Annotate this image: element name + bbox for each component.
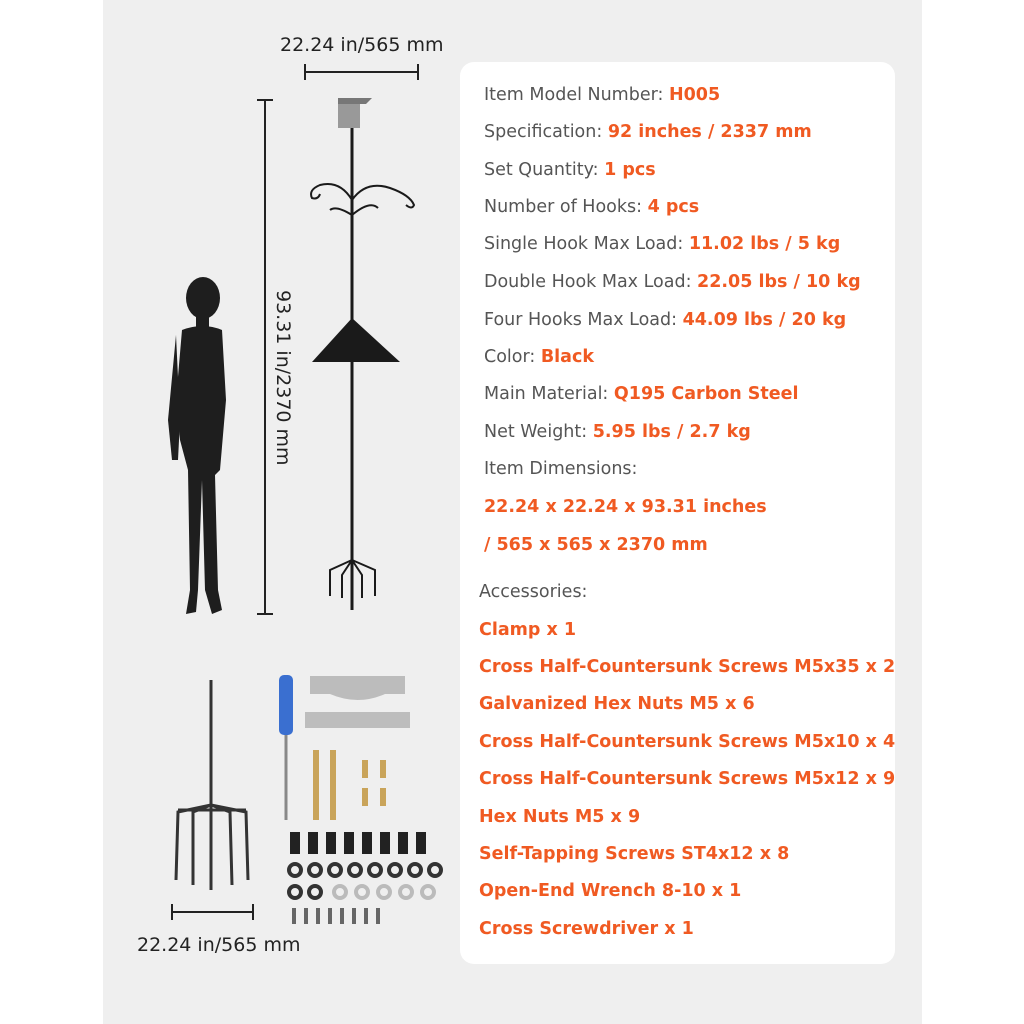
- wrench: [305, 712, 410, 728]
- hardware-grid: [289, 832, 441, 924]
- top-width-label: 22.24 in/565 mm: [280, 34, 444, 56]
- baffle-cone: [312, 318, 400, 362]
- spec-quantity: Set Quantity: 1 pcs: [484, 160, 656, 180]
- accessory-item: Cross Half-Countersunk Screws M5x10 x 4: [479, 732, 896, 752]
- spec-specification: Specification: 92 inches / 2337 mm: [484, 122, 812, 142]
- height-dimension-line: [257, 100, 273, 614]
- screwdriver: [279, 675, 293, 820]
- spec-four-load: Four Hooks Max Load: 44.09 lbs / 20 kg: [484, 310, 847, 330]
- accessory-item: Cross Half-Countersunk Screws M5x35 x 2: [479, 657, 896, 677]
- accessory-item: Cross Screwdriver x 1: [479, 919, 694, 939]
- accessories-label: Accessories:: [479, 582, 588, 602]
- top-dimension-line: [305, 64, 418, 80]
- spec-color: Color: Black: [484, 347, 595, 367]
- human-silhouette: [168, 277, 226, 614]
- spec-dimensions-line2: / 565 x 565 x 2370 mm: [484, 535, 708, 555]
- base-width-label: 22.24 in/565 mm: [137, 934, 301, 956]
- accessory-item: Cross Half-Countersunk Screws M5x12 x 9: [479, 769, 896, 789]
- accessory-item: Galvanized Hex Nuts M5 x 6: [479, 694, 755, 714]
- spec-single-load: Single Hook Max Load: 11.02 lbs / 5 kg: [484, 234, 841, 254]
- spec-model: Item Model Number: H005: [484, 85, 721, 105]
- spec-double-load: Double Hook Max Load: 22.05 lbs / 10 kg: [484, 272, 861, 292]
- spec-hooks: Number of Hooks: 4 pcs: [484, 197, 700, 217]
- height-label: 93.31 in/2370 mm: [272, 290, 294, 466]
- spec-dimensions-label: Item Dimensions:: [484, 459, 638, 479]
- accessory-item: Hex Nuts M5 x 9: [479, 807, 641, 827]
- spec-dimensions-line1: 22.24 x 22.24 x 93.31 inches: [484, 497, 767, 517]
- accessory-item: Clamp x 1: [479, 620, 577, 640]
- spec-material: Main Material: Q195 Carbon Steel: [484, 384, 799, 404]
- accessory-item: Self-Tapping Screws ST4x12 x 8: [479, 844, 790, 864]
- ground-stake: [176, 680, 248, 890]
- long-screw: [313, 750, 319, 820]
- small-screws: [362, 760, 386, 806]
- spec-weight: Net Weight: 5.95 lbs / 2.7 kg: [484, 422, 751, 442]
- base-dimension-line: [172, 904, 253, 920]
- clamp: [310, 676, 405, 700]
- accessory-item: Open-End Wrench 8-10 x 1: [479, 881, 742, 901]
